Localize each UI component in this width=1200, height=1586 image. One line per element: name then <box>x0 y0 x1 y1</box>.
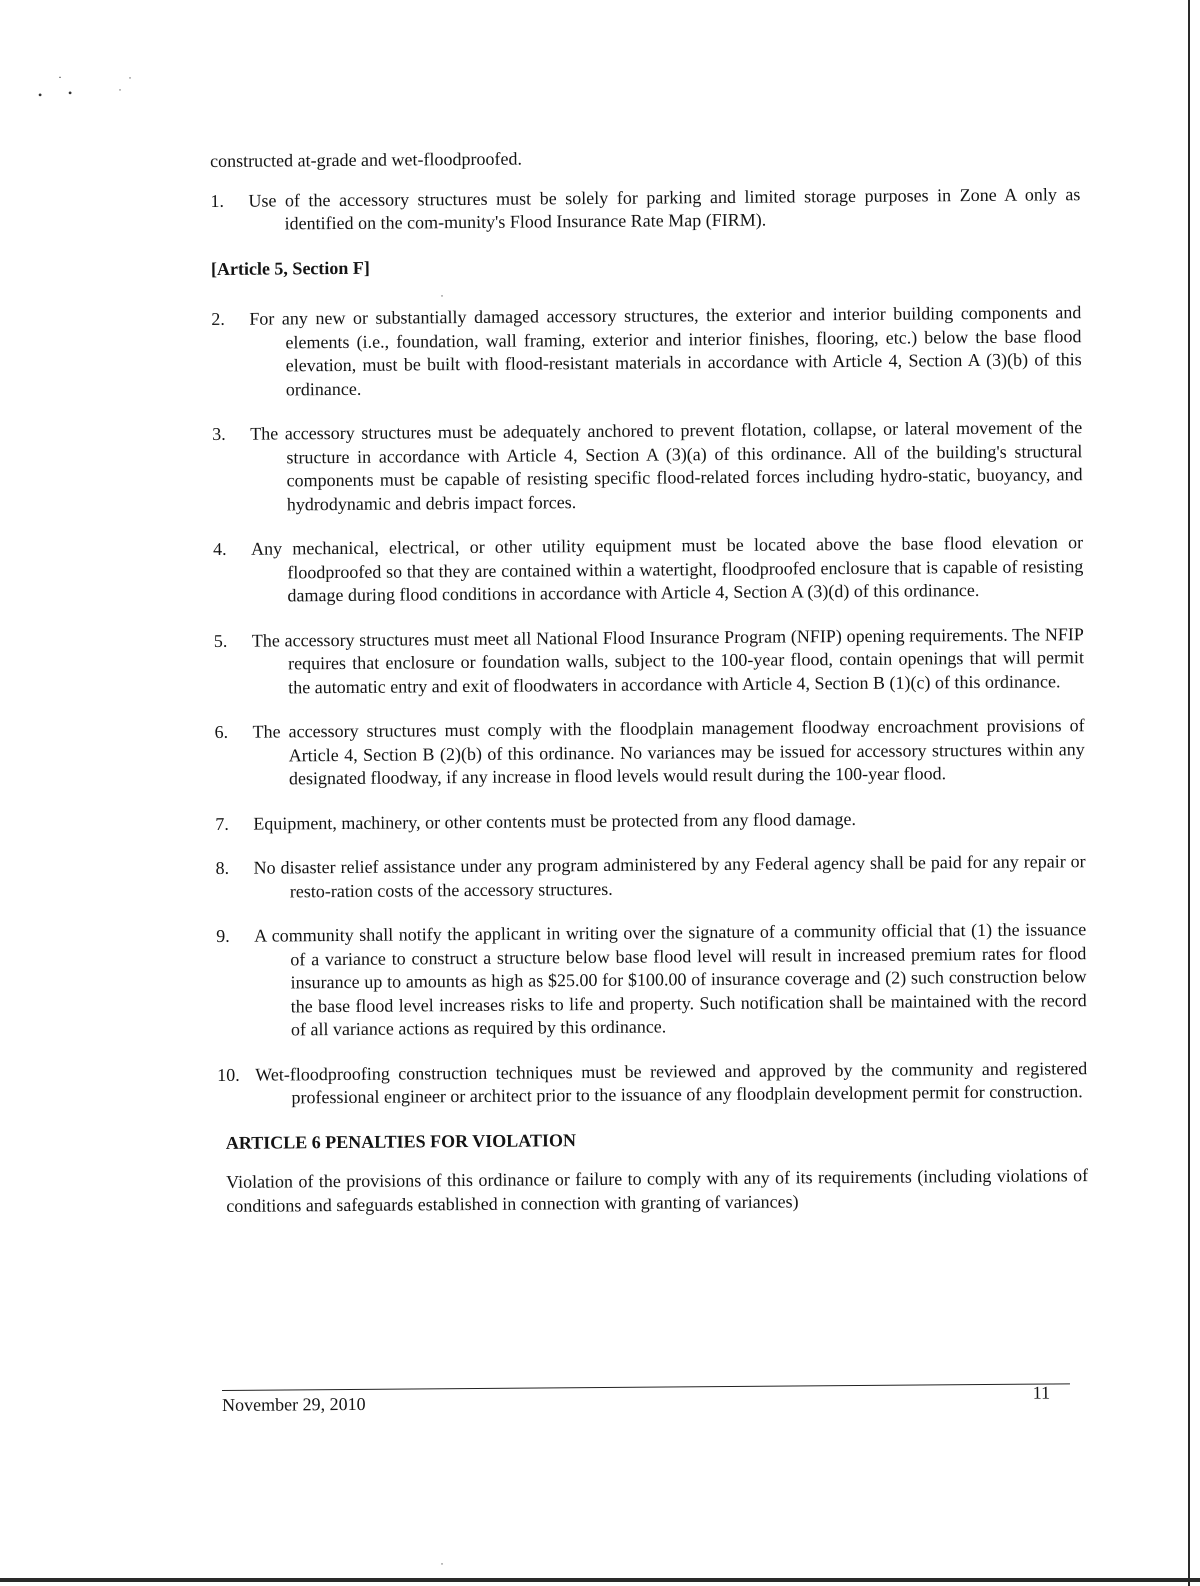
list-item-text: Any mechanical, electrical, or other utility equipment must be located above the base flood elevation or floodproofed so that they are contained within a watertight, floodproofed enclosure that is capable of resisting damage during flood conditions in accordance with Article 4, Section A (3)(d) of this ordinance. <box>251 532 1084 606</box>
requirements-list <box>211 301 1087 1110</box>
list-item-number: 7. <box>215 813 229 834</box>
closing-paragraph: Violation of the provisions of this ordinance or failure to comply with any of its requirements (including violations of conditions and safeguards established in connection with granting of variances) <box>226 1165 1089 1216</box>
list-item <box>216 850 1086 904</box>
scan-speck: ˙ <box>118 86 122 100</box>
section-reference: [Article 5, Section F] <box>210 257 370 279</box>
page-number: 11 <box>1032 1382 1051 1403</box>
list-item-number: 3. <box>212 423 226 444</box>
list-item-number: 4. <box>213 538 227 559</box>
page-footer <box>222 1382 1070 1415</box>
scan-speck: ˙ <box>128 74 132 88</box>
list-item-number: 10. <box>217 1064 240 1085</box>
footer-date: November 29, 2010 <box>222 1393 366 1415</box>
list-item <box>217 1057 1087 1111</box>
list-item-text: For any new or substantially damaged accessory structures, the exterior and interior building components and elements (i.e., foundation, wall framing, exterior and interior finishes, flooring, etc.) below the base flood elevation, must be built with flood-resistant materials in accordance with Article 4, Section A (3)(b) of this ordinance. <box>249 302 1082 399</box>
list-item-number: 2. <box>211 308 225 329</box>
intro-text: constructed at-grade and wet-floodproofed. <box>210 148 523 171</box>
list-item-text: A community shall notify the applicant in writing over the signature of a community official that (1) the issuance of a variance to construct a structure below base flood level will result in increased premium rates for flood insurance up to amounts as high as $25.00 for $100.00 of insurance coverage and (2) such construction below the base flood level increases risks to life and property. Such notification shall be maintained with the record of all variance actions as required by this ordinance. <box>254 919 1087 1040</box>
list-item <box>210 183 1080 237</box>
requirements-list <box>210 183 1080 237</box>
list-item-number: 8. <box>215 857 230 878</box>
page-edge-right <box>1188 0 1190 1586</box>
list-item-text: Equipment, machinery, or other contents must be protected from any flood damage. <box>253 808 857 834</box>
list-item-text: No disaster relief assistance under any program administered by any Federal agency shall be paid for any repair or resto-ration costs of the accessory structures. <box>253 851 1086 901</box>
list-item <box>213 531 1084 608</box>
page-edge-bottom <box>0 1578 1200 1582</box>
list-item-number: 9. <box>216 925 230 946</box>
list-item-text: Use of the accessory structures must be solely for parking and limited storage purposes in Zone A only as identified on the com-munity's Flood Insurance Rate Map (FIRM). <box>248 183 1081 234</box>
scan-speck: ˙ <box>440 292 444 306</box>
document-body <box>210 143 1088 1218</box>
list-item-number: 5. <box>213 630 228 651</box>
list-item-number: 1. <box>210 190 224 211</box>
scan-speck: • <box>38 88 43 102</box>
list-item <box>212 416 1083 517</box>
list-item <box>214 714 1085 791</box>
list-item-text: The accessory structures must comply with the floodplain management floodway encroachment provisions of Article 4, Section B (2)(b) of this ordinance. No variances may be issued for accessory structures within any designated floodway, if any increase in flood levels would result during the 100-year flood. <box>252 715 1085 789</box>
list-item-number: 6. <box>214 721 229 742</box>
scan-speck: · <box>58 70 62 84</box>
list-item <box>216 918 1087 1042</box>
scan-speck: • <box>68 86 73 100</box>
list-item <box>214 623 1085 700</box>
list-item-text: The accessory structures must be adequately anchored to prevent flotation, collapse, or lateral movement of the structure in accordance with Article 4, Section A (3)(a) of this ordinance. All of the building's structural components must be capable of resisting specific flood-related forces including hydro-static, buoyancy, and hydrodynamic and debris impact forces. <box>250 417 1083 514</box>
list-item <box>211 301 1082 402</box>
list-item-text: The accessory structures must meet all National Flood Insurance Program (NFIP) opening requirements. The NFIP requires that enclosure or foundation walls, subject to the 100-year flood, contain openings that will permit the automatic entry and exit of floodwaters in accordance with Article 4, Section B (1)(c) of this ordinance. <box>251 623 1085 697</box>
article-heading: ARTICLE 6 PENALTIES FOR VIOLATION <box>225 1129 576 1153</box>
list-item <box>215 806 1085 836</box>
scan-speck: ˙ <box>440 1560 444 1574</box>
list-item-text: Wet-floodproofing construction techniques must be reviewed and approved by the community and registered professional engineer or architect prior to the issuance of any floodplain development permit for construction. <box>255 1057 1088 1108</box>
